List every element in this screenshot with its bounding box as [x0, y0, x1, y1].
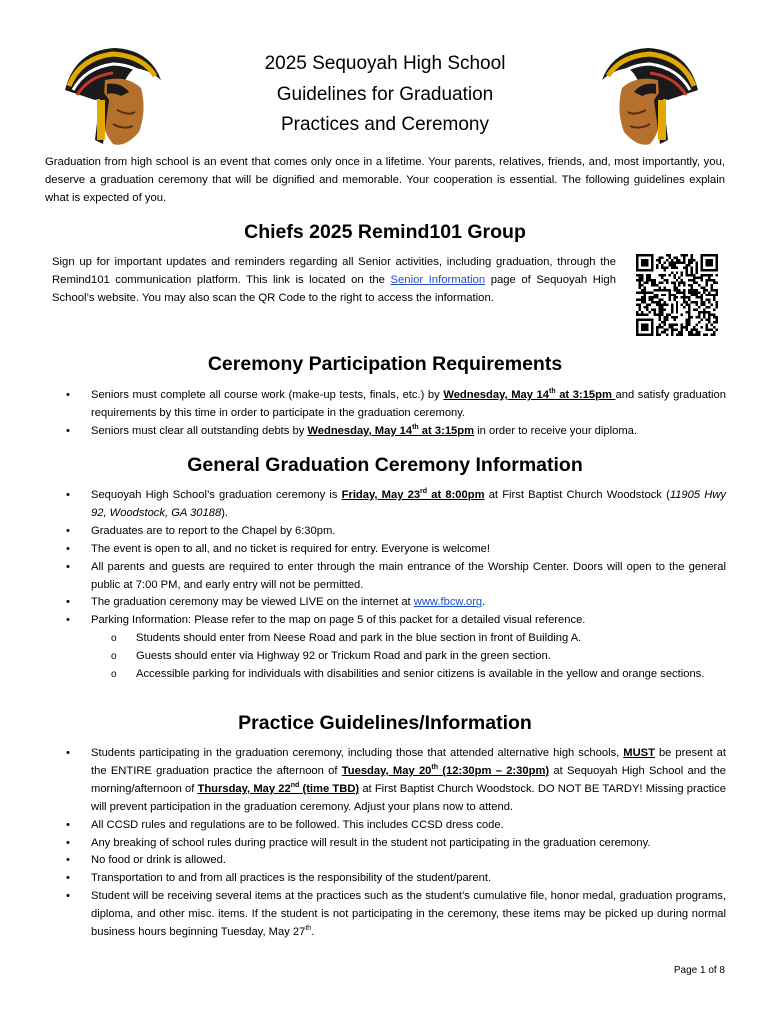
list-item: • Students participating in the graduation ceremony, including those that attended alternative high schools, MUST be present at the ENTIRE graduation practice the afternoon of Tuesday, May 20th (12:30pm – 2:30pm) at Sequoyah High School and the morning/afternoon of Thursday, May 22nd (time TBD) at First Baptist Church Woodstock. DO NOT BE TARDY! Missing practice will prevent participation in the graduation ceremony. Adjust your plans now to attend.: [66, 745, 726, 817]
sub-list-item: o Guests should enter via Highway 92 or Trickum Road and park in the green section.: [111, 648, 726, 666]
senior-information-link[interactable]: Senior Information: [390, 274, 486, 286]
list-item: • All parents and guests are required to enter through the main entrance of the Worship Center. Doors will open to the general public at 7:00 PM, and early entry will not be permitted.: [66, 559, 726, 595]
list-item: • Seniors must clear all outstanding debts by Wednesday, May 14th at 3:15pm in order to receive your diploma.: [66, 423, 726, 441]
participation-list: [66, 387, 726, 441]
general-list: [66, 487, 726, 684]
title-line-3: Practices and Ceremony: [280, 114, 490, 135]
intro-paragraph: Graduation from high school is an event that comes only once in a lifetime. Your parents, relatives, friends, and, most importantly, you, deserve a graduation ceremony that will be dignified and memorable. Your cooperation is essential. The following guidelines explain what is expected of you.: [45, 156, 725, 204]
chief-headdress-logo-left: [55, 40, 167, 152]
document-title: [190, 49, 580, 141]
sub-list-item: o Students should enter from Neese Road and park in the blue section in front of Building A.: [111, 630, 726, 648]
practice-list: [66, 745, 726, 942]
remind-heading: Chiefs 2025 Remind101 Group: [244, 221, 526, 243]
sub-list-item: o Accessible parking for individuals with disabilities and senior citizens is available in the yellow and orange sections.: [111, 666, 726, 684]
list-item: • Sequoyah High School’s graduation ceremony is Friday, May 23rd at 8:00pm at First Baptist Church Woodstock (11905 Hwy 92, Woodstock, GA 30188).: [66, 487, 726, 523]
list-item: • No food or drink is allowed.: [66, 852, 726, 870]
list-item: • Graduates are to report to the Chapel by 6:30pm.: [66, 523, 726, 541]
practice-heading: Practice Guidelines/Information: [238, 712, 532, 734]
title-line-2: Guidelines for Graduation: [276, 83, 494, 105]
participation-heading: Ceremony Participation Requirements: [207, 353, 563, 375]
list-item: • Transportation to and from all practices is the responsibility of the student/parent.: [66, 870, 726, 888]
list-item: • The event is open to all, and no ticket is required for entry. Everyone is welcome!: [66, 541, 726, 559]
page-number: Page 1 of 8: [673, 965, 725, 976]
list-item: • Parking Information: Please refer to the map on page 5 of this packet for a detailed visual reference. o Students should enter from Neese Road and park in the blue section in front of Building A. o Guests should enter via Highway 92 or Trickum Road and park in the green section. o Accessible parking for individuals with disabilities and senior citizens is available in the yellow and orange sections.: [66, 612, 726, 684]
list-item: • The graduation ceremony may be viewed LIVE on the internet at www.fbcw.org.: [66, 594, 726, 612]
fbcw-link[interactable]: www.fbcw.org: [413, 596, 483, 609]
list-item: • Seniors must complete all course work (make-up tests, finals, etc.) by Wednesday, May 14th at 3:15pm and satisfy graduation requirements by this time in order to participate in the graduation ceremony.: [66, 387, 726, 423]
title-line-1: 2025 Sequoyah High School: [264, 53, 506, 74]
remind-text-after: page of Sequoyah High School’s website. You may also scan the QR Code to the right to access the information.: [52, 274, 616, 304]
list-item: • All CCSD rules and regulations are to be followed. This includes CCSD dress code.: [66, 817, 726, 835]
general-heading: General Graduation Ceremony Information: [187, 454, 583, 476]
remind-text-before: Sign up for important updates and reminders regarding all Senior activities, including graduation, through the Remind101 communication platform. This link is located on the: [52, 256, 616, 286]
parking-sublist: [91, 630, 726, 684]
chief-headdress-logo-right: [596, 40, 708, 152]
qr-code-icon[interactable]: [636, 252, 718, 338]
list-item: • Student will be receiving several items at the practices such as the student’s cumulative file, honor medal, graduation programs, diploma, and other misc. items. If the student is not participating in the ceremony, these items may be picked up during normal business hours beginning Tuesday, May 27th.: [66, 888, 726, 942]
list-item: • Any breaking of school rules during practice will result in the student not participating in the graduation ceremony.: [66, 835, 726, 853]
remind-paragraph: [52, 253, 616, 307]
